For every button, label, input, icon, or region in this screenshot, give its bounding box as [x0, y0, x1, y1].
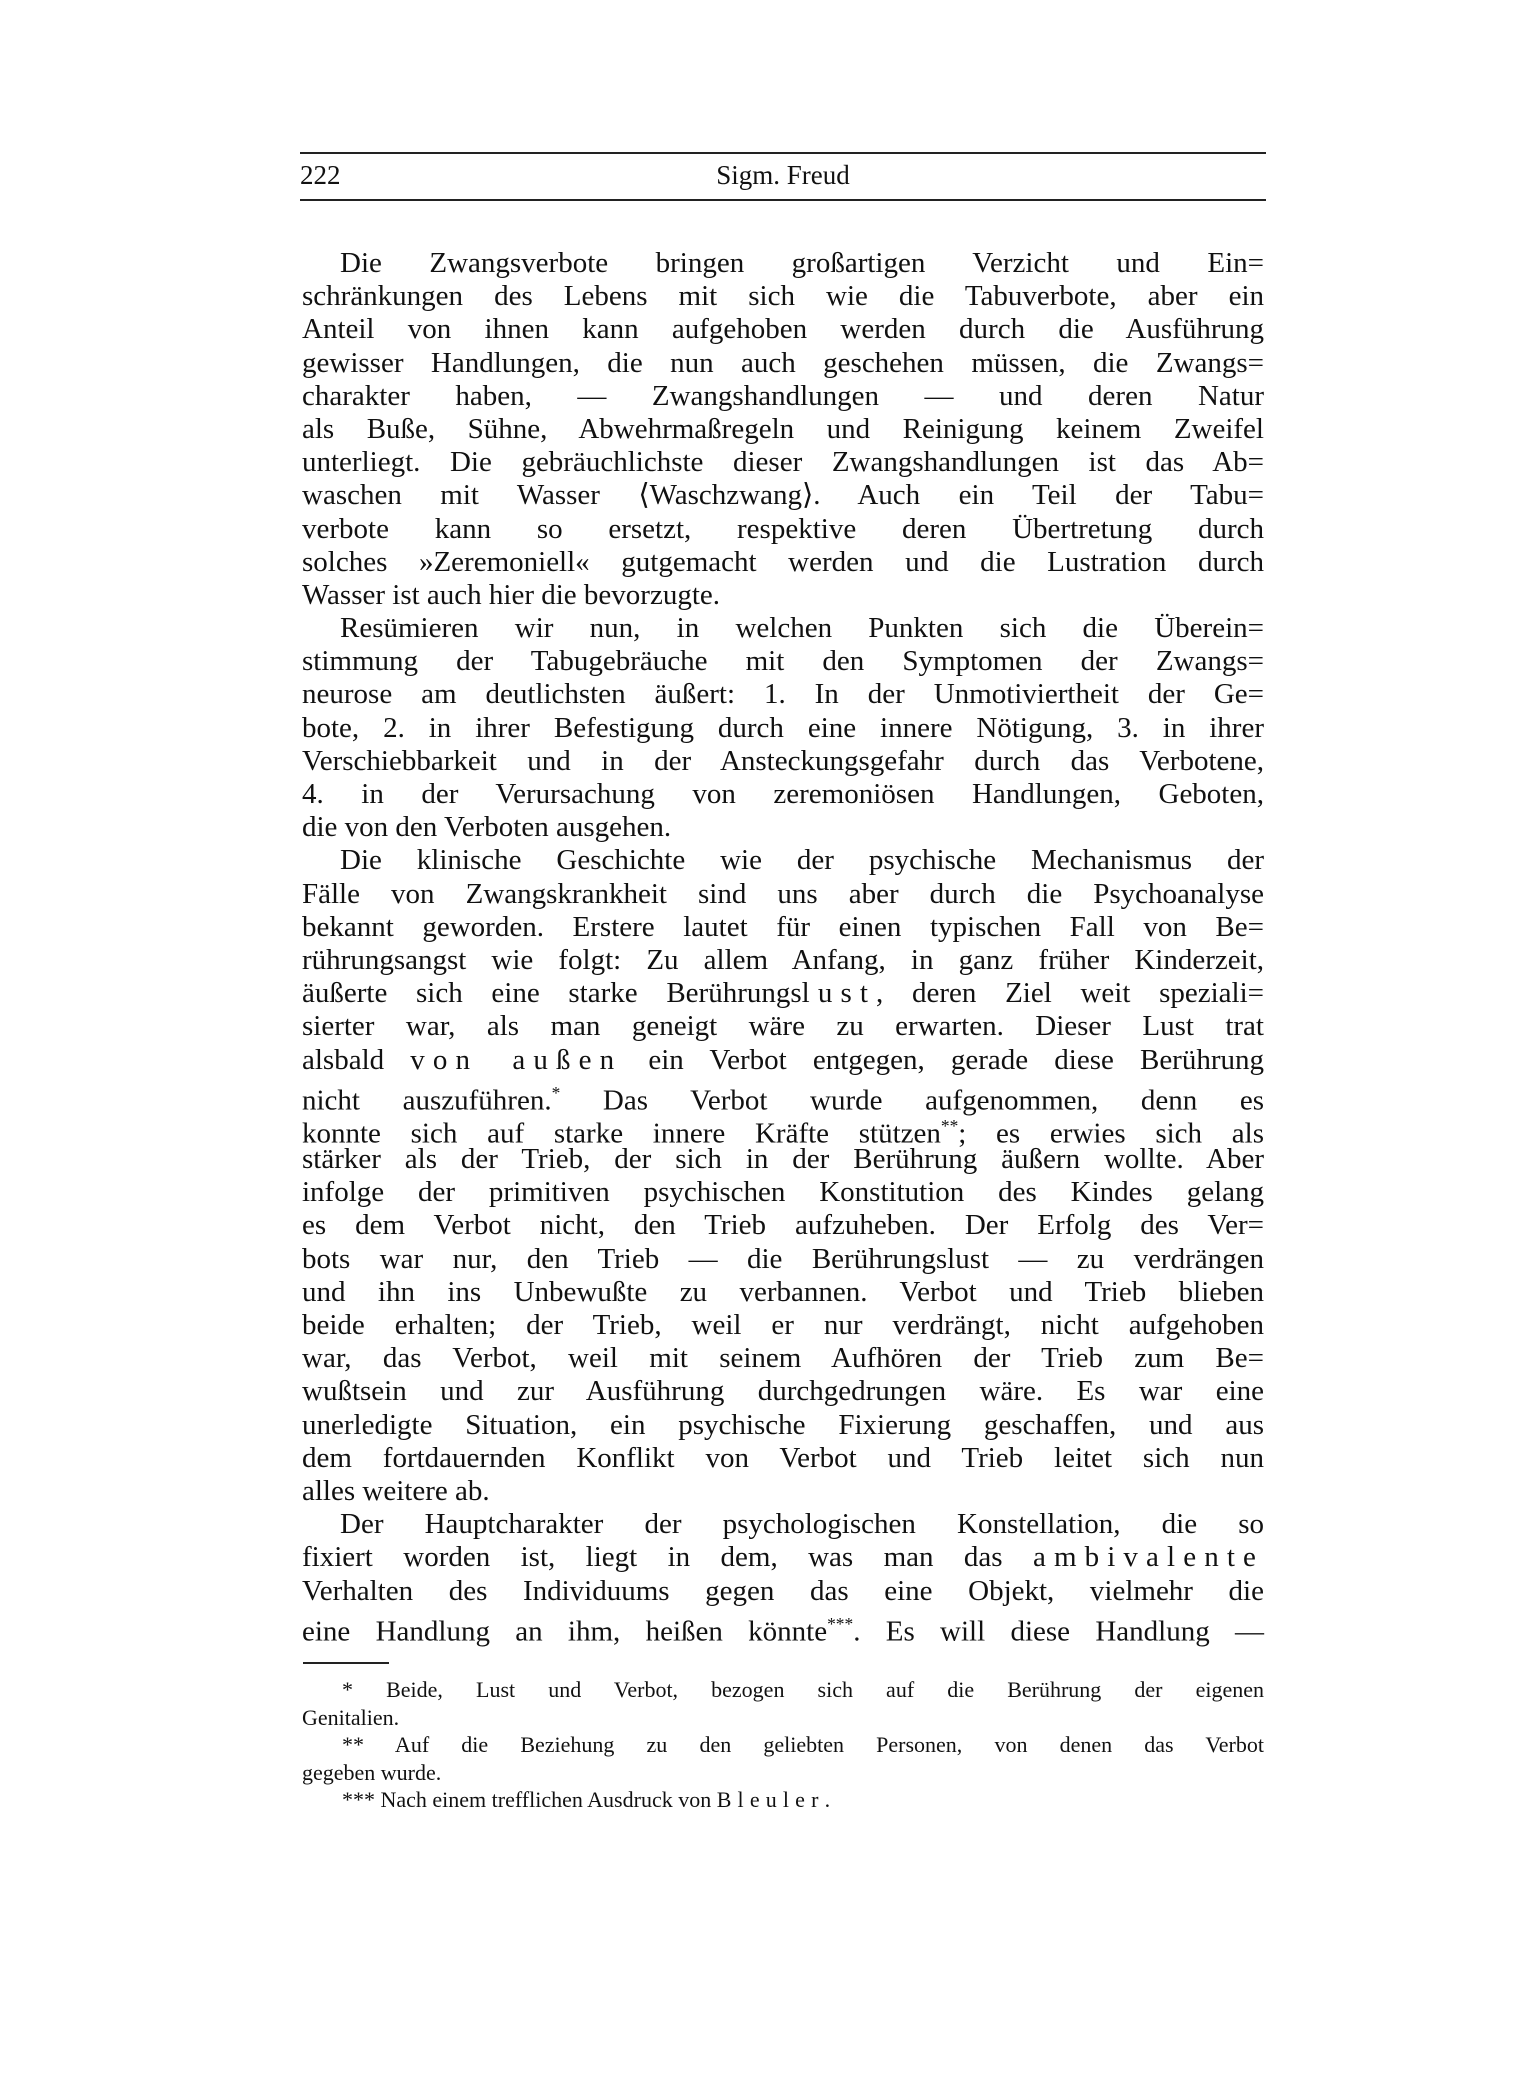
paragraph-line	[302, 1110, 1264, 1150]
paragraph-line	[302, 347, 1264, 380]
emphasized-text: lust	[801, 977, 877, 1010]
paragraph-line	[302, 811, 1264, 844]
paragraph-line	[302, 612, 1264, 645]
text-run: rührungsangst wie folgt: Zu allem Anfang, in ganz früher Kinderzeit,	[302, 943, 1264, 976]
paragraph-line	[302, 1077, 1265, 1117]
text-run: Die Zwangsverbote bringen großartigen Verzicht und Ein=	[340, 247, 1264, 279]
text-run: Die klinische Geschichte wie der psychische Mechanismus der	[340, 844, 1264, 877]
running-title: Sigm. Freud	[716, 160, 850, 190]
text-run: fixiert worden ist, liegt in dem, was man das	[302, 1541, 1033, 1574]
text-run: die von den Verboten ausgehen.	[302, 811, 672, 844]
paragraph-line	[302, 280, 1264, 313]
footnote-line	[302, 1786, 1264, 1814]
text-run: und ihn ins Unbewußte zu verbannen. Verbot und Trieb blieben	[302, 1275, 1264, 1308]
text-run: nicht auszuführen.	[302, 1084, 552, 1117]
footnote-line	[302, 1704, 1264, 1732]
footnote-marker: *	[551, 1082, 561, 1103]
text-run: . Es will diese Handlung —	[853, 1615, 1264, 1648]
paragraph-line	[302, 1309, 1264, 1342]
text-run: Verschiebbarkeit und in der Ansteckungsgefahr durch das Verbotene,	[302, 744, 1264, 777]
text-run: neurose am deutlichsten äußert: 1. In der Unmotiviertheit der Ge=	[302, 678, 1264, 711]
emphasized-text: ambivalente	[1032, 1541, 1264, 1574]
footnote-line	[302, 1676, 1264, 1704]
paragraph-line	[302, 1375, 1264, 1408]
paragraph-line	[302, 479, 1264, 512]
paragraph-line	[302, 745, 1264, 778]
paragraph-line	[302, 1342, 1264, 1375]
paragraph-line	[302, 778, 1264, 811]
text-run: Der Hauptcharakter der psychologischen Konstellation, die so	[340, 1508, 1264, 1541]
paragraph-line	[302, 1575, 1264, 1608]
text-run: waschen mit Wasser ⟨Waschzwang⟩. Auch ein Teil der Tabu=	[302, 479, 1264, 512]
text-run: alles weitere ab.	[302, 1474, 490, 1507]
text-run: Fälle von Zwangskrankheit sind uns aber durch die Psychoanalyse	[302, 877, 1264, 910]
text-run: als Buße, Sühne, Abwehrmaßregeln und Reinigung keinem Zweifel	[302, 412, 1264, 445]
paragraph-line	[302, 1608, 1264, 1648]
paragraph-line	[302, 1541, 1264, 1574]
paragraph-line	[302, 579, 1264, 612]
text-run: infolge der primitiven psychischen Konstitution des Kindes gelang	[302, 1176, 1264, 1209]
paragraph-line	[302, 413, 1264, 446]
paragraph-line	[302, 1276, 1264, 1309]
paragraph-line	[302, 1209, 1264, 1242]
text-run: eine Handlung an ihm, heißen könnte	[302, 1615, 828, 1648]
page-number: 222	[300, 160, 341, 190]
paragraph-line	[302, 878, 1264, 911]
text-run: ; es erwies sich als	[958, 1117, 1264, 1150]
text-run: Das Verbot wurde aufgenommen, denn es	[560, 1084, 1265, 1117]
paragraph-line	[302, 1475, 1264, 1508]
text-run: bekannt geworden. Erstere lautet für einen typischen Fall von Be=	[302, 910, 1264, 943]
text-run: beide erhalten; der Trieb, weil er nur verdrängt, nicht aufgehoben	[302, 1309, 1264, 1341]
footnote-marker: ***	[827, 1613, 854, 1634]
text-run: schränkungen des Lebens mit sich wie die Tabuverbote, aber ein	[302, 280, 1264, 313]
paragraph-line	[302, 1176, 1264, 1209]
text-run: Genitalien.	[302, 1704, 400, 1730]
text-run: 4. in der Verursachung von zeremoniösen Handlungen, Geboten,	[302, 778, 1264, 810]
text-run: , deren Ziel weit speziali=	[876, 977, 1264, 1010]
paragraph-line	[302, 1243, 1264, 1276]
text-run: charakter haben, — Zwangshandlungen — und deren Natur	[302, 379, 1264, 412]
text-run: Anteil von ihnen kann aufgehoben werden durch die Ausführung	[302, 313, 1264, 346]
text-run: Resümieren wir nun, in welchen Punkten sich die Überein=	[340, 612, 1264, 645]
text-run: ** Auf die Beziehung zu den geliebten Personen, von denen das Verbot	[342, 1732, 1264, 1757]
text-run: bots war nur, den Trieb — die Berührungslust — zu verdrängen	[302, 1242, 1264, 1275]
paragraph-line	[302, 1044, 1264, 1077]
paragraph-line	[302, 645, 1264, 678]
paragraph-line	[302, 380, 1264, 413]
text-run: äußerte sich eine starke Berührungs	[302, 977, 802, 1010]
paragraph-line	[302, 712, 1264, 745]
paragraph-line	[302, 977, 1264, 1010]
text-run: verbote kann so ersetzt, respektive deren Übertretung durch	[302, 512, 1264, 545]
paragraph-line	[302, 1508, 1264, 1541]
paragraph-line	[302, 844, 1264, 877]
text-run: es dem Verbot nicht, den Trieb aufzuheben. Der Erfolg des Ver=	[302, 1209, 1264, 1242]
paragraph-line	[302, 513, 1264, 546]
text-run: ein Verbot entgegen, gerade diese Berührung	[622, 1043, 1265, 1076]
paragraph-line	[302, 247, 1264, 280]
text-run: * Beide, Lust und Verbot, bezogen sich auf die Berührung der eigenen	[342, 1677, 1264, 1702]
paragraph-line	[302, 911, 1264, 944]
header-top-rule	[300, 152, 1266, 154]
text-run: unerledigte Situation, ein psychische Fixierung geschaffen, und aus	[302, 1408, 1264, 1441]
text-run: gewisser Handlungen, die nun auch geschehen müssen, die Zwangs=	[302, 346, 1264, 379]
footnote-line	[302, 1731, 1264, 1759]
emphasized-text: von außen	[410, 1043, 623, 1076]
text-run: Verhalten des Individuums gegen das eine Objekt, vielmehr die	[302, 1574, 1264, 1607]
text-run: .	[824, 1787, 831, 1812]
paragraph-line	[302, 1409, 1264, 1442]
text-run: konnte sich auf starke innere Kräfte stützen	[302, 1117, 941, 1150]
footnotes	[302, 1676, 1264, 1814]
paragraph-line	[302, 546, 1264, 579]
text-run: stimmung der Tabugebräuche mit den Symptomen der Zwangs=	[302, 645, 1264, 678]
emphasized-text: Bleuler	[716, 1787, 825, 1812]
text-run: bote, 2. in ihrer Befestigung durch eine innere Nötigung, 3. in ihrer	[302, 711, 1264, 744]
paragraph-line	[302, 446, 1264, 479]
footnote-line	[302, 1759, 1264, 1787]
text-run: Wasser ist auch hier die bevorzugte.	[302, 578, 721, 611]
text-run: war, das Verbot, weil mit seinem Aufhören der Trieb zum Be=	[302, 1342, 1264, 1375]
text-run: wußtsein und zur Ausführung durchgedrungen wäre. Es war eine	[302, 1375, 1264, 1408]
text-run: solches »Zeremoniell« gutgemacht werden und die Lustration durch	[302, 545, 1264, 578]
text-run: gegeben wurde.	[302, 1759, 442, 1785]
text-run: alsbald	[302, 1043, 411, 1076]
text-run: dem fortdauernden Konflikt von Verbot und Trieb leitet sich nun	[302, 1441, 1264, 1474]
text-run: stärker als der Trieb, der sich in der Berührung äußern wollte. Aber	[302, 1143, 1264, 1176]
text-run: unterliegt. Die gebräuchlichste dieser Zwangshandlungen ist das Ab=	[302, 446, 1264, 479]
paragraph-line	[302, 1143, 1264, 1176]
paragraph-line	[302, 678, 1264, 711]
text-run: sierter war, als man geneigt wäre zu erwarten. Dieser Lust trat	[302, 1010, 1264, 1043]
footnote-separator	[303, 1662, 389, 1664]
text-run: *** Nach einem trefflichen Ausdruck von	[342, 1787, 717, 1812]
paragraph-line	[302, 1442, 1264, 1475]
paragraph-line	[302, 944, 1264, 977]
footnote-marker: **	[940, 1115, 959, 1136]
paragraph-line	[302, 1010, 1264, 1043]
paragraph-line	[302, 313, 1264, 346]
body-text	[302, 247, 1265, 1648]
header-bottom-rule	[300, 199, 1266, 201]
